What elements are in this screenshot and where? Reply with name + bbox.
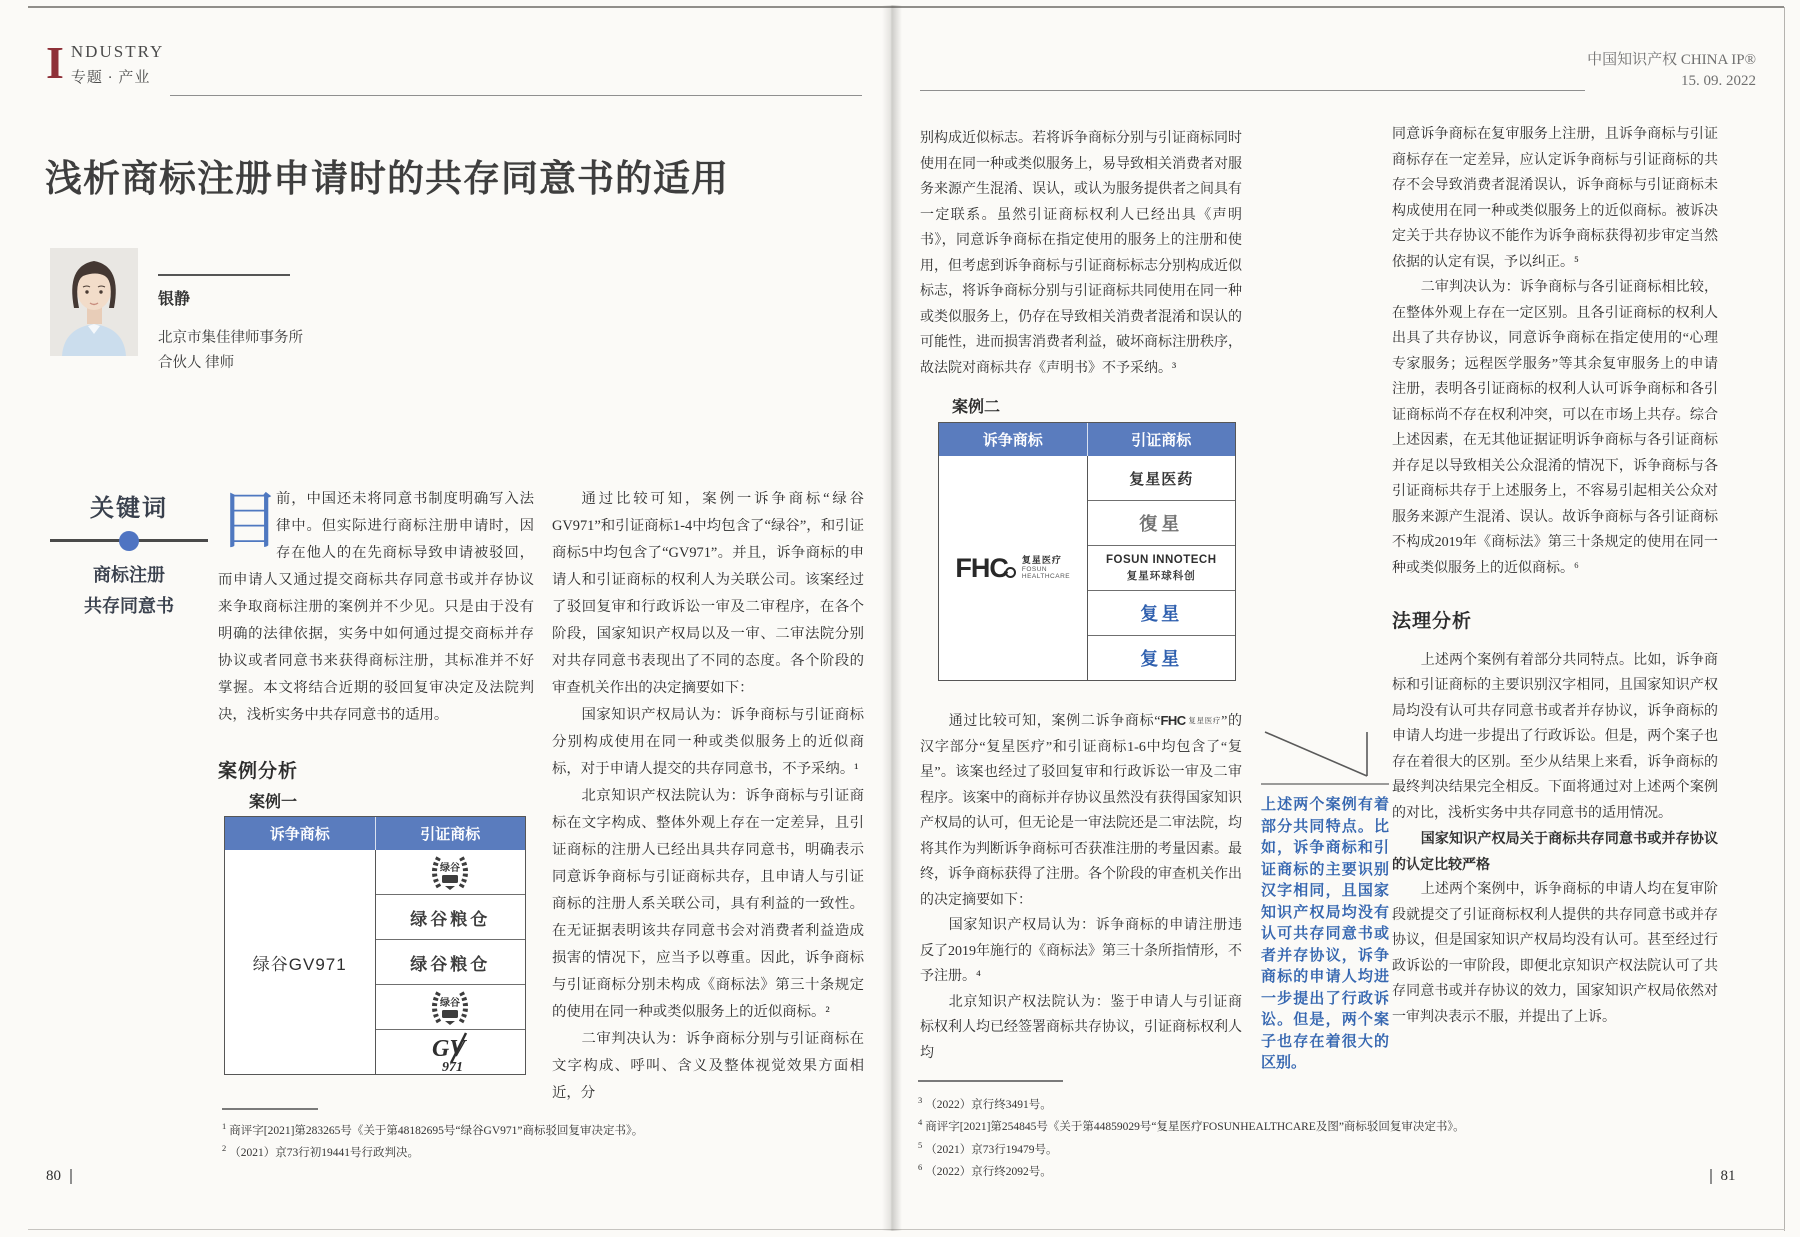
greenvalley-badge-logo: [427, 987, 473, 1027]
svg-text:绿谷: 绿谷: [440, 998, 461, 1009]
left-column-2: [552, 486, 864, 1107]
case2-heading: 案例二: [952, 399, 1001, 416]
author-title: 合伙人 律师: [158, 355, 235, 371]
section-name-cn: 专题 · 产业: [70, 70, 151, 86]
page-bottom-edge: [28, 1229, 1785, 1230]
footnotes-left: [222, 1118, 782, 1163]
author-organization: 北京市集佳律师事务所: [158, 330, 303, 346]
pullquote: 上述两个案例有着部分共同特点。比如，诉争商标和引证商标的主要识别汉字相同，且国家知识产权局均没有认可共存同意书或者并存协议，诉争商标的申请人均进一步提出了行政诉讼。但是，两个案子也存在着很大的区别。: [1261, 796, 1389, 1071]
keywords-divider: [50, 539, 208, 542]
body-paragraph: 上述两个案例有着部分共同特点。比如，诉争商标和引证商标的主要识别汉字相同，且国家知识产权局均没有认可共存同意书或者并存协议，诉争商标的申请人均进一步提出了行政诉讼。但是，两个案子也存在着很大的区别。至少从结果上来看，诉争商标的最终判决结果完全相反。下面将通过对上述两个案例的对比，浅析实务中共存同意书的适用情况。: [1392, 652, 1718, 821]
page-number-left: 80: [46, 1168, 81, 1185]
footnote-rule-right: [918, 1080, 1063, 1082]
keyword-item: 商标注册: [93, 565, 165, 585]
cited-mark-row: [376, 940, 526, 985]
body-paragraph: 二审判决认为：诉争商标与各引证商标相比较，在整体外观上存在一定区别。且各引证商标的权利人出具了共存协议，同意诉争商标在指定使用的“心理专家服务；远程医学服务”等其余复审服务上的申请注册，表明各引证商标的权利人认可诉争商标和各引证商标尚不存在权利冲突，可以在市场上共存。综合上述因素，在无其他证据证明诉争商标与各引证商标并存足以导致相关公众混淆的情况下，诉争商标与各引证商标共存于上述服务上，不容易引起相关公众对服务来源产生混淆、误认。故诉争商标与各引证商标不构成2019年《商标法》第三十条规定的使用在同一种或类似服务上的近似商标。⁶: [1392, 280, 1718, 576]
pullquote-arrow-icon: [1261, 724, 1389, 788]
dropcap: 目: [218, 488, 281, 556]
body-paragraph: 通过比较可知，案例二诉争商标“FHC 复星医疗”的汉字部分“复星医疗”和引证商标1-6中均包含了“复星”。该案也经过了驳回复审和行政诉讼一审及二审程序。该案中的商标并存协议虽然没有获得国家知识产权局的认可，但无论是一审法院还是二审法院，均将其作为判断诉争商标可否获准注册的考量因素。最终，诉争商标获得了注册。各个阶段的审查机关作出的决定摘要如下：: [920, 713, 1243, 908]
fosun-healthcare-logo: FHC 复星医疗 FOSUN HEALTHCARE: [955, 552, 1071, 583]
keyword-item: 共存同意书: [84, 596, 174, 616]
footnote: $^1$ 商评字[2021]第283265号《关于第48182695号“绿谷GV971”商标驳回复审决定书》。: [222, 1121, 644, 1137]
footnote: $^5$ （2021）京73行19479号。: [918, 1139, 1058, 1156]
section-initial: I: [46, 37, 64, 88]
keywords-box: [48, 488, 210, 622]
body-paragraph: 别构成近似标志。若将诉争商标分别与引证商标同时使用在同一种或类似服务上，易导致相关消费者对服务来源产生混淆、误认，或认为服务提供者之间具有一定联系。虽然引证商标权利人已经出具《声明书》，同意诉争商标在指定使用的服务上的注册和使用，但考虑到诉争商标与引证商标标志分别构成近似标志，将诉争商标分别与引证商标共同使用在同一种或类似服务上，仍存在导致相关消费者混淆和误认的可能性，进而损害消费者利益，破坏商标注册秩序，故法院对商标共存《声明书》不予采纳。³: [920, 131, 1242, 376]
cited-mark-row: [376, 1030, 526, 1074]
magazine-name: 中国知识产权 CHINA IP®: [1587, 52, 1756, 68]
case2-trademark-table: [938, 422, 1236, 681]
author-name: 银静: [158, 291, 191, 308]
cited-mark-row: FOSUN INNOTECH 复星环球科创: [1088, 546, 1236, 591]
header-rule-left: [170, 95, 862, 96]
section-name-en: NDUSTRY: [70, 42, 165, 61]
keywords-heading: 关键词: [90, 495, 168, 522]
case1-trademark-table: [224, 816, 526, 1075]
body-paragraph: 北京知识产权法院认为：诉争商标与引证商标在文字构成、整体外观上存在一定差异，且引证商标的注册人已经出具共存同意书，明确表示同意诉争商标与引证商标共存，且申请人与引证商标的注册人系关联公司，具有利益的一致性。在无证据表明该共存同意书会对消费者利益造成损害的情况下，应当予以尊重。因此，诉争商标与引证商标分别未构成《商标法》第三十条规定的使用在同一种或类似服务上的近似商标。²: [552, 788, 864, 1020]
case1-table-header: [225, 817, 525, 850]
intro-text: 前，中国还未将同意书制度明确写入法律中。但实际进行商标注册申请时，因存在他人的在先商标导致申请被驳回，而申请人又通过提交商标共存同意书或并存协议来争取商标注册的案例并不少见。只是由于没有明确的法律依据，实务中如何通过提交商标并存协议或者同意书来获得商标注册，其标准并不好掌握。本文将结合近期的驳回复审决定及法院判决，浅析实务中共存同意书的适用。: [218, 491, 534, 723]
column-header-cited: 引证商标: [1087, 423, 1236, 456]
author-block: [158, 274, 378, 372]
cited-mark-row: 复星: [1088, 591, 1236, 636]
cited-mark-row: 复星: [1140, 649, 1183, 669]
footnotes-right: [918, 1092, 1728, 1181]
page-number-right: 81: [1710, 1168, 1745, 1185]
page-number-bar: [70, 1169, 72, 1184]
body-paragraph: 国家知识产权局认为：诉争商标与引证商标分别构成使用在同一种或类似服务上的近似商标，对于申请人提交的共存同意书，不予采纳。¹: [552, 707, 864, 777]
body-paragraph: 北京知识产权法院认为：鉴于申请人与引证商标权利人均已经签署商标共存协议，引证商标权利人均: [920, 994, 1242, 1061]
cited-mark-row: [376, 895, 526, 940]
svg-text:绿谷: 绿谷: [440, 863, 461, 874]
body-paragraph: 通过比较可知，案例一诉争商标“绿谷GV971”和引证商标1-4中均包含了“绿谷”，和引证商标5中均包含了“GV971”。并且，诉争商标的申请人和引证商标的权利人为关联公司。该案经过了驳回复审和行政诉讼一审及二审程序，在各个阶段，国家知识产权局以及一审、二审法院分别对共存同意书表现出了不同的态度。各个阶段的审查机关作出的决定摘要如下：: [552, 491, 864, 696]
cited-mark-row: [376, 850, 526, 895]
magazine-masthead: [1400, 50, 1756, 92]
cited-mark-text: 绿谷粮仓: [410, 954, 491, 974]
column-header-disputed: 诉争商标: [982, 432, 1043, 449]
footnote: $^2$ （2021）京73行初19441号行政判决。: [222, 1143, 419, 1160]
column-header-disputed: 诉争商标: [269, 826, 330, 843]
author-photo: [50, 248, 138, 356]
case-analysis-heading: 案例分析: [218, 761, 299, 782]
analysis-subheading: 国家知识产权局关于商标共存同意书或并存协议的认定比较严格: [1392, 830, 1718, 872]
legal-analysis-heading: 法理分析: [1392, 611, 1473, 632]
svg-text:971: 971: [442, 1060, 464, 1073]
section-header: [46, 37, 165, 88]
cited-mark-row: 復星: [1088, 501, 1236, 546]
fosun-healthcare-inline-logo: FHC 复星医疗: [1160, 713, 1222, 728]
svg-text:GV: GV: [432, 1036, 466, 1062]
greenvalley-badge-logo: [427, 852, 473, 892]
footnote: $^3$ （2022）京行终3491号。: [918, 1095, 1052, 1111]
keywords-dot-icon: [119, 531, 139, 551]
body-paragraph: 二审判决认为：诉争商标分别与引证商标在文字构成、呼叫、含义及整体视觉效果方面相近，分: [552, 1031, 864, 1101]
page-top-edge: [28, 6, 1784, 8]
cited-mark-row: 复星医药: [1088, 456, 1236, 501]
footnote-rule-left: [222, 1108, 318, 1110]
article-title: 浅析商标注册申请时的共存同意书的适用: [45, 158, 729, 199]
page-fold-shadow: [882, 5, 902, 1231]
column-header-cited: 引证商标: [375, 817, 526, 850]
cited-mark-text: 绿谷粮仓: [410, 909, 491, 929]
disputed-mark-cell: [939, 456, 1088, 680]
right-column-1-bottom: [920, 708, 1242, 1066]
footnote: $^6$ （2022）京行终2092号。: [918, 1161, 1052, 1178]
author-rule: [158, 274, 290, 276]
body-paragraph: 国家知识产权局认为：诉争商标的申请注册违反了2019年施行的《商标法》第三十条所指情形，不予注册。⁴: [920, 918, 1242, 984]
disputed-mark-cell: [225, 850, 376, 1074]
case2-table-header: [939, 423, 1235, 456]
header-rule-right: [920, 90, 1585, 91]
footnote: $^4$ 商评字[2021]第254845号《关于第44859029号“复星医疗FOSUNHEALTHCARE及图”商标驳回复审决定书》。: [918, 1117, 1465, 1134]
body-paragraph: 同意诉争商标在复审服务上注册，且诉争商标与引证商标存在一定差异，应认定诉争商标与引证商标的共存不会导致消费者混淆误认，诉争商标与引证商标未构成使用在同一种或类似服务上的近似商标。被诉决定关于共存协议不能作为诉争商标获得初步审定当然依据的认定有误，予以纠正。⁵: [1392, 127, 1718, 270]
body-paragraph: 上述两个案例中，诉争商标的申请人均在复审阶段就提交了引证商标权利人提供的共存同意书或并存协议，但是国家知识产权局均没有认可。甚至经过行政诉讼的一审阶段，即便北京知识产权法院认可了共存同意书或并存协议的效力，国家知识产权局依然对一审判决表示不服，并提出了上诉。: [1392, 882, 1718, 1025]
case1-heading: 案例一: [249, 794, 298, 811]
issue-date: 15. 09. 2022: [1681, 73, 1756, 89]
right-column-1-top: [920, 126, 1242, 381]
cited-mark-row: [376, 985, 526, 1030]
gv971-logo: [430, 1031, 470, 1073]
disputed-mark: 绿谷GV971: [252, 954, 347, 974]
page-right-edge: [1784, 7, 1785, 1231]
intro-paragraph: [218, 486, 534, 729]
left-column-1: [218, 486, 534, 729]
page-number-bar: [1710, 1169, 1712, 1184]
right-column-3: [1392, 122, 1718, 1030]
